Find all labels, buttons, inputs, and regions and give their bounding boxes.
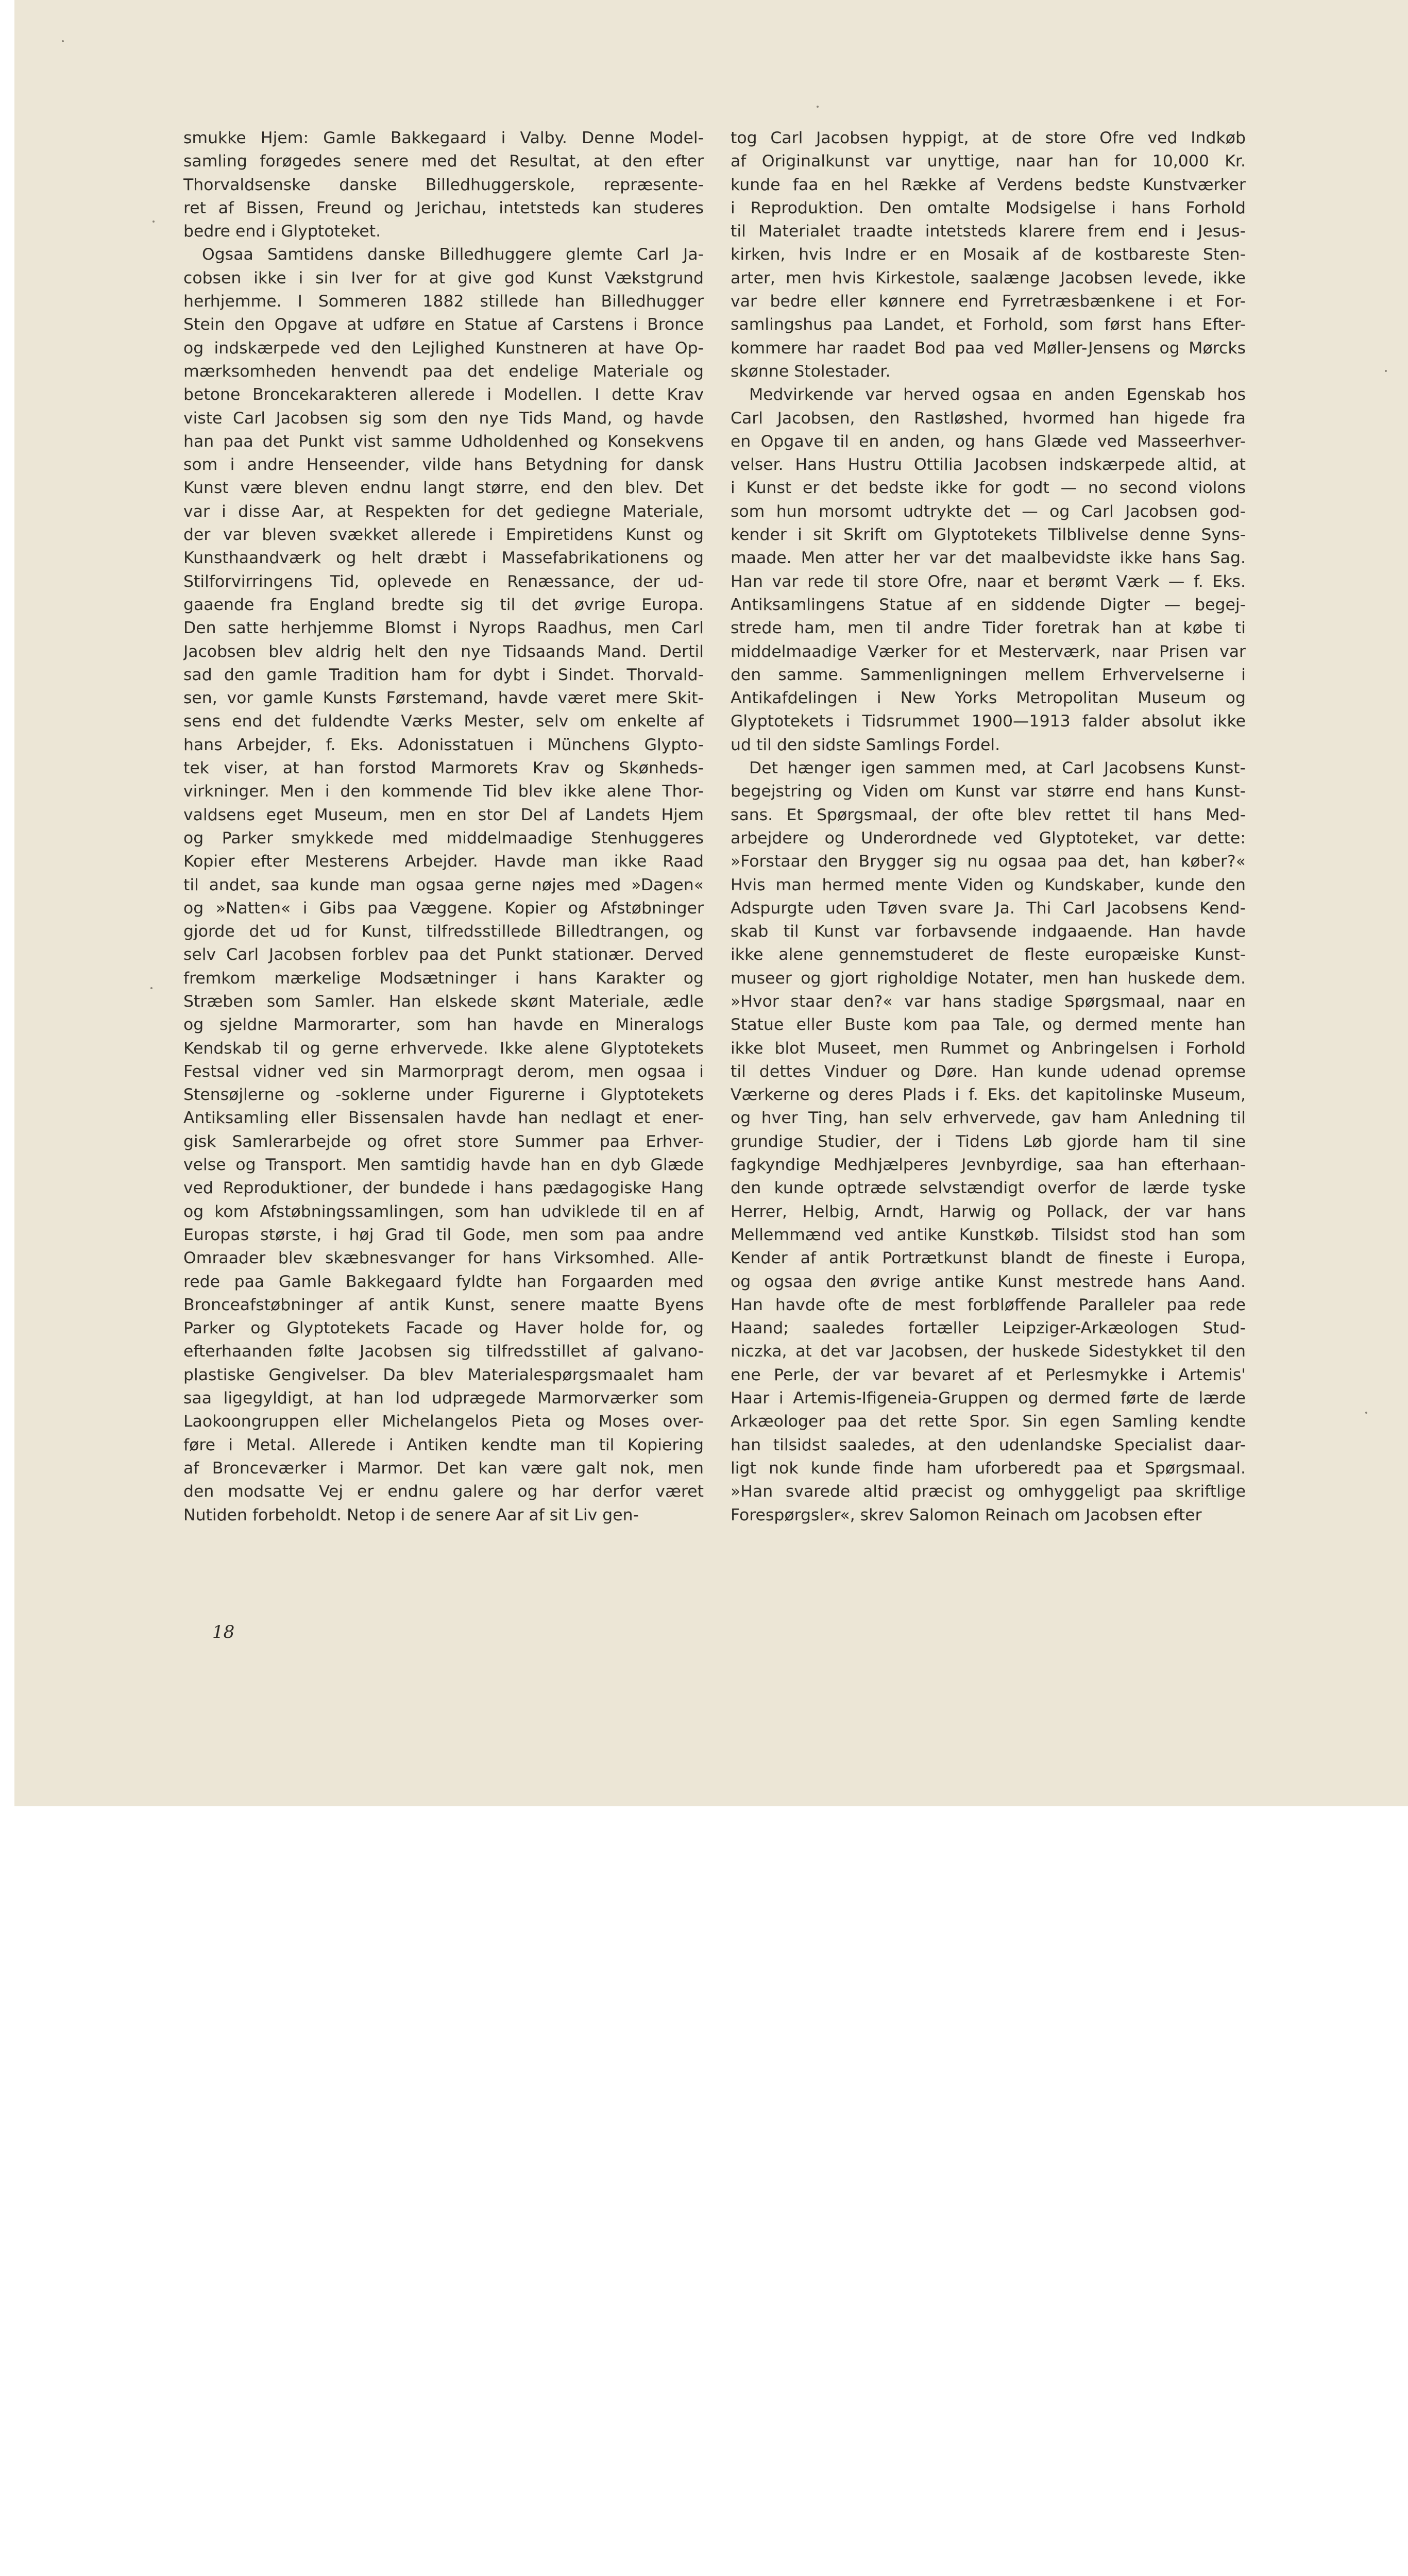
- text-line: ikke blot Museet, men Rummet og Anbringelsen i Forhold: [731, 1039, 1246, 1058]
- text-line: i Kunst er det bedste ikke for godt — no second violons: [731, 479, 1246, 498]
- text-line: af Bronceværker i Marmor. Det kan være galt nok, men: [183, 1459, 704, 1478]
- text-line: til Materialet traadte intetsteds klarere frem end i Jesus-: [731, 222, 1246, 241]
- text-line: »Han svarede altid præcist og omhyggeligt paa skriftlige: [731, 1482, 1246, 1501]
- text-line: Kendskab til og gerne erhvervede. Ikke alene Glyptotekets: [183, 1039, 704, 1058]
- text-line: han paa det Punkt vist samme Udholdenhed og Konsekvens: [183, 432, 704, 451]
- text-line: var bedre eller kønnere end Fyrretræsbænkene i et For-: [731, 292, 1246, 311]
- right-text-column: [731, 127, 1246, 1527]
- text-line: viste Carl Jacobsen sig som den nye Tids Mand, og havde: [183, 409, 704, 428]
- text-line: Arkæologer paa det rette Spor. Sin egen Samling kendte: [731, 1412, 1246, 1431]
- text-line: og Parker smykkede med middelmaadige Stenhuggeres: [183, 828, 704, 848]
- text-line: gisk Samlerarbejde og ofret store Summer paa Erhver-: [183, 1132, 704, 1151]
- text-line: ligt nok kunde finde ham uforberedt paa et Spørgsmaal.: [731, 1459, 1246, 1478]
- text-line: Haand; saaledes fortæller Leipziger-Arkæologen Stud-: [731, 1319, 1246, 1338]
- text-line: Statue eller Buste kom paa Tale, og dermed mente han: [731, 1015, 1246, 1035]
- text-line: var i disse Aar, at Respekten for det gediegne Materiale,: [183, 502, 704, 521]
- text-line: Haar i Artemis-Ifigeneia-Gruppen og dermed førte de lærde: [731, 1389, 1246, 1408]
- text-line: velser. Hans Hustru Ottilia Jacobsen indskærpede altid, at: [731, 455, 1246, 474]
- text-line: Nutiden forbeholdt. Netop i de senere Aar af sit Liv gen-: [183, 1505, 639, 1524]
- text-line: herhjemme. I Sommeren 1882 stillede han Billedhugger: [183, 292, 704, 311]
- page-number: 18: [212, 1622, 235, 1642]
- text-line: Thorvaldsenske danske Billedhuggerskole, repræsente-: [183, 175, 704, 194]
- text-line: Laokoongruppen eller Michelangelos Pieta og Moses over-: [183, 1412, 704, 1431]
- text-line: til dettes Vinduer og Døre. Han kunde udenad opremse: [731, 1062, 1246, 1081]
- text-line: virkninger. Men i den kommende Tid blev ikke alene Thor-: [183, 782, 704, 801]
- text-line: og hver Ting, han selv erhvervede, gav ham Anledning til: [731, 1109, 1246, 1128]
- text-line: rede paa Gamle Bakkegaard fyldte han Forgaarden med: [183, 1272, 704, 1291]
- text-line: Jacobsen blev aldrig helt den nye Tidsaands Mand. Dertil: [183, 642, 704, 661]
- text-line: Ogsaa Samtidens danske Billedhuggere glemte Carl Ja-: [202, 245, 704, 264]
- text-line: mærksomheden henvendt paa det endelige Materiale og: [183, 362, 704, 381]
- text-line: Værkerne og deres Plads i f. Eks. det kapitolinske Museum,: [731, 1086, 1246, 1105]
- text-line: bedre end i Glyptoteket.: [183, 222, 381, 241]
- text-line: Glyptotekets i Tidsrummet 1900—1913 falder absolut ikke: [731, 712, 1246, 731]
- text-line: Carl Jacobsen, den Rastløshed, hvormed han higede fra: [731, 409, 1246, 428]
- text-line: tek viser, at han forstod Marmorets Krav og Skønheds-: [183, 759, 704, 778]
- text-line: og indskærpede ved den Lejlighed Kunstneren at have Op-: [183, 338, 704, 358]
- text-line: Han var rede til store Ofre, naar et berømt Værk — f. Eks.: [731, 572, 1246, 591]
- text-line: hans Arbejder, f. Eks. Adonisstatuen i Münchens Glypto-: [183, 735, 704, 754]
- text-line: Mellemmænd ved antike Kunstkøb. Tilsidst stod han som: [731, 1225, 1246, 1244]
- text-line: den kunde optræde selvstændigt overfor de lærde tyske: [731, 1179, 1246, 1198]
- text-line: sens end det fuldendte Værks Mester, selv om enkelte af: [183, 712, 704, 731]
- text-line: efterhaanden følte Jacobsen sig tilfredsstillet af galvano-: [183, 1342, 704, 1361]
- text-line: arter, men hvis Kirkestole, saalænge Jacobsen levede, ikke: [731, 268, 1246, 287]
- text-line: Adspurgte uden Tøven svare Ja. Thi Carl Jacobsens Kend-: [731, 899, 1246, 918]
- text-line: strede ham, men til andre Tider foretrak han at købe ti: [731, 619, 1246, 638]
- text-line: betone Broncekarakteren allerede i Modellen. I dette Krav: [183, 385, 704, 404]
- text-line: han tilsidst saaledes, at den udenlandske Specialist daar-: [731, 1435, 1246, 1454]
- text-line: Han havde ofte de mest forbløffende Paralleler paa rede: [731, 1295, 1246, 1314]
- text-line: ud til den sidste Samlings Fordel.: [731, 735, 1000, 754]
- text-line: den samme. Sammenligningen mellem Erhvervelserne i: [731, 665, 1246, 684]
- text-line: gjorde det ud for Kunst, tilfredsstillede Billedtrangen, og: [183, 922, 704, 941]
- footer-bar: [0, 1806, 1408, 1940]
- text-line: valdsens eget Museum, men en stor Del af Landets Hjem: [183, 805, 704, 824]
- text-line: skønne Stolestader.: [731, 362, 891, 381]
- text-line: af Originalkunst var unyttige, naar han for 10,000 Kr.: [731, 152, 1246, 171]
- text-line: en Opgave til en anden, og hans Glæde ved Masseerhver-: [731, 432, 1246, 451]
- text-line: Det hænger igen sammen med, at Carl Jacobsens Kunst-: [749, 759, 1246, 778]
- text-line: Stensøjlerne og -soklerne under Figurerne i Glyptotekets: [183, 1086, 704, 1105]
- text-line: Kender af antik Portrætkunst blandt de fineste i Europa,: [731, 1249, 1246, 1268]
- text-line: Stræben som Samler. Han elskede skønt Materiale, ædle: [183, 992, 704, 1011]
- text-line: cobsen ikke i sin Iver for at give god Kunst Vækstgrund: [183, 268, 704, 287]
- text-line: føre i Metal. Allerede i Antiken kendte man til Kopiering: [183, 1435, 704, 1454]
- text-line: Antiksamling eller Bissensalen havde han nedlagt et ener-: [183, 1109, 704, 1128]
- text-line: Omraader blev skæbnesvanger for hans Virksomhed. Alle-: [183, 1249, 704, 1268]
- text-line: museer og gjort righoldige Notater, men han huskede dem.: [731, 969, 1246, 988]
- text-line: arbejdere og Underordnede ved Glyptoteket, var dette:: [731, 828, 1246, 848]
- text-line: til andet, saa kunde man ogsaa gerne nøjes med »Dagen«: [183, 875, 704, 894]
- text-line: Kopier efter Mesterens Arbejder. Havde man ikke Raad: [183, 852, 704, 871]
- text-line: som i andre Henseender, vilde hans Betydning for dansk: [183, 455, 704, 474]
- text-line: velse og Transport. Men samtidig havde han en dyb Glæde: [183, 1156, 704, 1175]
- text-line: gaaende fra England bredte sig til det øvrige Europa.: [183, 595, 704, 614]
- left-text-column: [183, 127, 704, 1527]
- text-line: Herrer, Helbig, Arndt, Harwig og Pollack, der var hans: [731, 1202, 1246, 1221]
- text-line: skab til Kunst var forbavsende indgaaende. Han havde: [731, 922, 1246, 941]
- text-line: Medvirkende var herved ogsaa en anden Egenskab hos: [749, 385, 1246, 404]
- text-line: saa ligegyldigt, at han lod udprægede Marmorværker som: [183, 1389, 704, 1408]
- text-line: niczka, at det var Jacobsen, der huskede Sidestykket til den: [731, 1342, 1246, 1361]
- text-line: »Forstaar den Brygger sig nu ogsaa paa det, han køber?«: [731, 852, 1246, 871]
- text-line: middelmaadige Værker for et Mesterværk, naar Prisen var: [731, 642, 1246, 661]
- text-line: og »Natten« i Gibs paa Væggene. Kopier og Afstøbninger: [183, 899, 704, 918]
- text-line: Bronceafstøbninger af antik Kunst, senere maatte Byens: [183, 1295, 704, 1314]
- text-line: fagkyndige Medhjælperes Jevnbyrdige, saa han efterhaan-: [731, 1156, 1246, 1175]
- text-line: maade. Men atter her var det maalbevidste ikke hans Sag.: [731, 549, 1246, 568]
- text-line: der var bleven svækket allerede i Empiretidens Kunst og: [183, 526, 704, 545]
- text-line: sen, vor gamle Kunsts Førstemand, havde været mere Skit-: [183, 689, 704, 708]
- text-line: selv Carl Jacobsen forblev paa det Punkt stationær. Derved: [183, 945, 704, 964]
- text-line: grundige Studier, der i Tidens Løb gjorde ham til sine: [731, 1132, 1246, 1151]
- text-line: og kom Afstøbningssamlingen, som han udviklede til en af: [183, 1202, 704, 1221]
- text-line: kommere har raadet Bod paa ved Møller-Jensens og Mørcks: [731, 338, 1246, 358]
- text-line: Stilforvirringens Tid, oplevede en Renæssance, der ud-: [183, 572, 704, 591]
- text-line: Kunst være bleven endnu langt større, end den blev. Det: [183, 479, 704, 498]
- text-line: den modsatte Vej er endnu galere og har derfor været: [183, 1482, 704, 1501]
- text-line: samlingshus paa Landet, et Forhold, som først hans Efter-: [731, 315, 1246, 334]
- text-line: og sjeldne Marmorarter, som han havde en Mineralogs: [183, 1015, 704, 1035]
- text-line: som hun morsomt udtrykte det — og Carl Jacobsen god-: [731, 502, 1246, 521]
- text-line: kender i sit Skrift om Glyptotekets Tilblivelse denne Syns-: [731, 526, 1246, 545]
- text-line: fremkom mærkelige Modsætninger i hans Karakter og: [183, 969, 704, 988]
- text-line: ene Perle, der var bevaret af et Perlesmykke i Artemis': [731, 1365, 1246, 1384]
- text-line: »Hvor staar den?« var hans stadige Spørgsmaal, naar en: [731, 992, 1246, 1011]
- text-line: smukke Hjem: Gamle Bakkegaard i Valby. Denne Model-: [183, 129, 704, 147]
- text-line: Hvis man hermed mente Viden og Kundskaber, kunde den: [731, 875, 1246, 894]
- text-line: kunde faa en hel Række af Verdens bedste Kunstværker: [731, 175, 1246, 194]
- text-line: sans. Et Spørgsmaal, der ofte blev rettet til hans Med-: [731, 805, 1246, 824]
- text-line: ikke alene gennemstuderet de fleste europæiske Kunst-: [731, 945, 1246, 964]
- text-line: kirken, hvis Indre er en Mosaik af de kostbareste Sten-: [731, 245, 1246, 264]
- text-line: Parker og Glyptotekets Facade og Haver holde for, og: [183, 1319, 704, 1338]
- text-line: Forespørgsler«, skrev Salomon Reinach om Jacobsen efter: [731, 1505, 1202, 1524]
- text-line: ret af Bissen, Freund og Jerichau, intetsteds kan studeres: [183, 198, 704, 217]
- text-line: i Reproduktion. Den omtalte Modsigelse i hans Forhold: [731, 198, 1246, 217]
- text-line: Antiksamlingens Statue af en siddende Digter — begej-: [731, 595, 1246, 614]
- text-line: Festsal vidner ved sin Marmorpragt derom, men ogsaa i: [183, 1062, 704, 1081]
- text-line: Europas største, i høj Grad til Gode, men som paa andre: [183, 1225, 704, 1244]
- text-line: ved Reproduktioner, der bundede i hans pædagogiske Hang: [183, 1179, 704, 1198]
- text-line: tog Carl Jacobsen hyppigt, at de store Ofre ved Indkøb: [731, 129, 1246, 147]
- text-line: og ogsaa den øvrige antike Kunst mestrede hans Aand.: [731, 1272, 1246, 1291]
- text-line: plastiske Gengivelser. Da blev Materialespørgsmaalet ham: [183, 1365, 704, 1384]
- text-line: Stein den Opgave at udføre en Statue af Carstens i Bronce: [183, 315, 704, 334]
- text-line: samling forøgedes senere med det Resultat, at den efter: [183, 152, 704, 171]
- text-line: begejstring og Viden om Kunst var større end hans Kunst-: [731, 782, 1246, 801]
- text-line: Den satte herhjemme Blomst i Nyrops Raadhus, men Carl: [183, 619, 704, 638]
- text-line: sad den gamle Tradition ham for dybt i Sindet. Thorvald-: [183, 665, 704, 684]
- text-line: Antikafdelingen i New Yorks Metropolitan Museum og: [731, 689, 1246, 708]
- text-line: Kunsthaandværk og helt dræbt i Massefabrikationens og: [183, 549, 704, 568]
